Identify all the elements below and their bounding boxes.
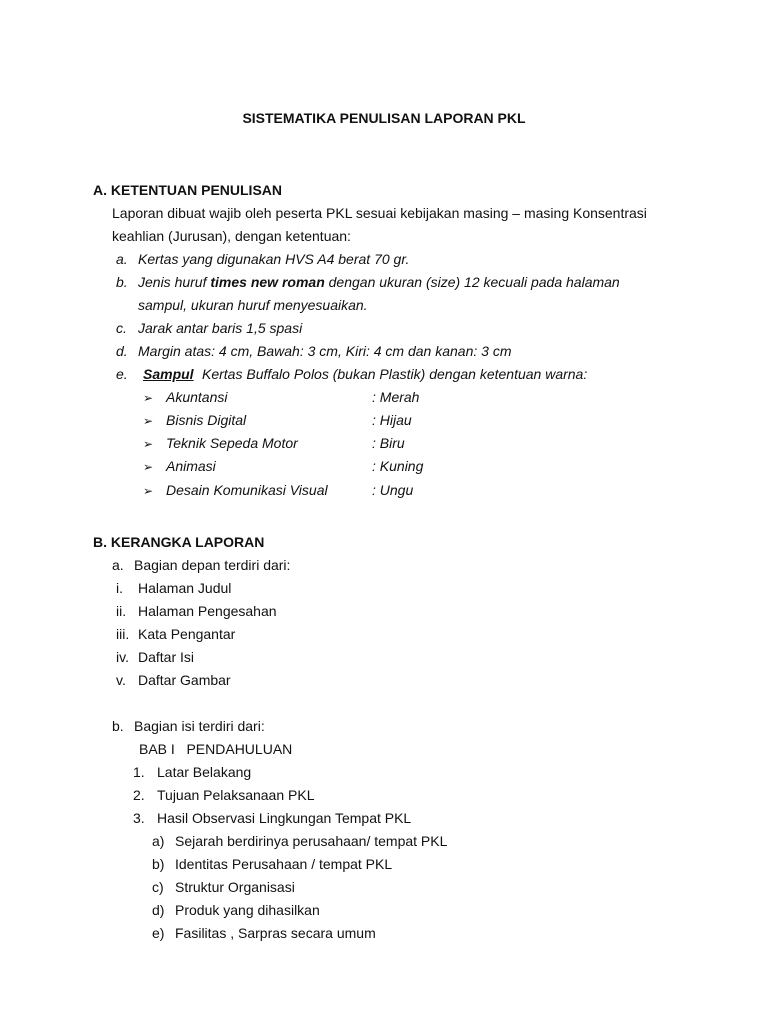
bullet-arrow-icon: ➢ bbox=[143, 484, 154, 498]
program-color: : Biru bbox=[372, 435, 405, 451]
front-item-marker: ii. bbox=[116, 603, 127, 619]
section-a-heading: A. KETENTUAN PENULISAN bbox=[93, 182, 283, 198]
body-part-marker: b. bbox=[112, 718, 124, 734]
body-part-title: Bagian isi terdiri dari: bbox=[134, 718, 265, 734]
item-e-marker: e. bbox=[116, 366, 128, 382]
item-c-text: Jarak antar baris 1,5 spasi bbox=[138, 320, 303, 336]
bullet-arrow-icon: ➢ bbox=[143, 391, 154, 405]
program-name: Desain Komunikasi Visual bbox=[166, 482, 328, 498]
program-color: : Merah bbox=[372, 389, 420, 405]
section-a-intro-line2: keahlian (Jurusan), dengan ketentuan: bbox=[112, 228, 351, 244]
item-b-post: dengan ukuran (size) 12 kecuali pada halaman bbox=[324, 274, 620, 290]
front-item-marker: v. bbox=[116, 672, 126, 688]
chapter-item: Hasil Observasi Lingkungan Tempat PKL bbox=[157, 810, 412, 826]
program-color: : Ungu bbox=[372, 482, 414, 498]
front-item-marker: iv. bbox=[116, 649, 129, 665]
program-name: Animasi bbox=[166, 458, 216, 474]
item-b-text bbox=[138, 273, 620, 291]
front-part-marker: a. bbox=[112, 557, 124, 573]
sub-item-marker: a) bbox=[152, 833, 165, 849]
sub-item: Fasilitas , Sarpras secara umum bbox=[175, 925, 376, 941]
front-item: Daftar Isi bbox=[138, 649, 195, 665]
bullet-arrow-icon: ➢ bbox=[143, 437, 154, 451]
bullet-arrow-icon: ➢ bbox=[143, 414, 154, 428]
section-b-heading: B. KERANGKA LAPORAN bbox=[93, 534, 265, 550]
item-b-marker: b. bbox=[116, 274, 128, 290]
item-e-text: Kertas Buffalo Polos (bukan Plastik) dengan ketentuan warna: bbox=[202, 366, 588, 382]
front-item-marker: iii. bbox=[116, 626, 130, 642]
chapter-item: Latar Belakang bbox=[157, 764, 252, 780]
front-item: Daftar Gambar bbox=[138, 672, 231, 688]
chapter-item: Tujuan Pelaksanaan PKL bbox=[157, 787, 315, 803]
item-a-marker: a. bbox=[116, 251, 128, 267]
item-a-text: Kertas yang digunakan HVS A4 berat 70 gr. bbox=[138, 251, 410, 267]
program-color: : Kuning bbox=[372, 458, 424, 474]
sub-item: Sejarah berdirinya perusahaan/ tempat PKL bbox=[175, 833, 448, 849]
chapter-item-marker: 1. bbox=[133, 764, 145, 780]
item-c-marker: c. bbox=[116, 320, 127, 336]
program-name: Akuntansi bbox=[166, 389, 228, 405]
chapter-heading: BAB I PENDAHULUAN bbox=[139, 741, 293, 757]
program-color: : Hijau bbox=[372, 412, 412, 428]
section-a-intro-line1: Laporan dibuat wajib oleh peserta PKL sesuai kebijakan masing – masing Konsentrasi bbox=[112, 205, 647, 221]
item-b-font-name: times new roman bbox=[210, 274, 325, 290]
front-item: Halaman Judul bbox=[138, 580, 232, 596]
chapter-item-marker: 3. bbox=[133, 810, 145, 826]
sub-item-marker: d) bbox=[152, 902, 165, 918]
front-item: Halaman Pengesahan bbox=[138, 603, 277, 619]
front-item: Kata Pengantar bbox=[138, 626, 236, 642]
sub-item-marker: b) bbox=[152, 856, 165, 872]
item-b-line2: sampul, ukuran huruf menyesuaikan. bbox=[138, 297, 368, 313]
bullet-arrow-icon: ➢ bbox=[143, 460, 154, 474]
front-part-title: Bagian depan terdiri dari: bbox=[134, 557, 291, 573]
sub-item: Struktur Organisasi bbox=[175, 879, 295, 895]
sub-item-marker: c) bbox=[152, 879, 164, 895]
front-item-marker: i. bbox=[116, 580, 123, 596]
sub-item: Produk yang dihasilkan bbox=[175, 902, 320, 918]
item-d-marker: d. bbox=[116, 343, 128, 359]
sub-item-marker: e) bbox=[152, 925, 165, 941]
chapter-item-marker: 2. bbox=[133, 787, 145, 803]
program-name: Teknik Sepeda Motor bbox=[166, 435, 298, 451]
item-e-label: Sampul bbox=[143, 366, 194, 382]
item-b-pre: Jenis huruf bbox=[138, 274, 211, 290]
item-d-text: Margin atas: 4 cm, Bawah: 3 cm, Kiri: 4 cm dan kanan: 3 cm bbox=[138, 343, 512, 359]
document-title: SISTEMATIKA PENULISAN LAPORAN PKL bbox=[242, 110, 526, 126]
program-name: Bisnis Digital bbox=[166, 412, 247, 428]
sub-item: Identitas Perusahaan / tempat PKL bbox=[175, 856, 393, 872]
